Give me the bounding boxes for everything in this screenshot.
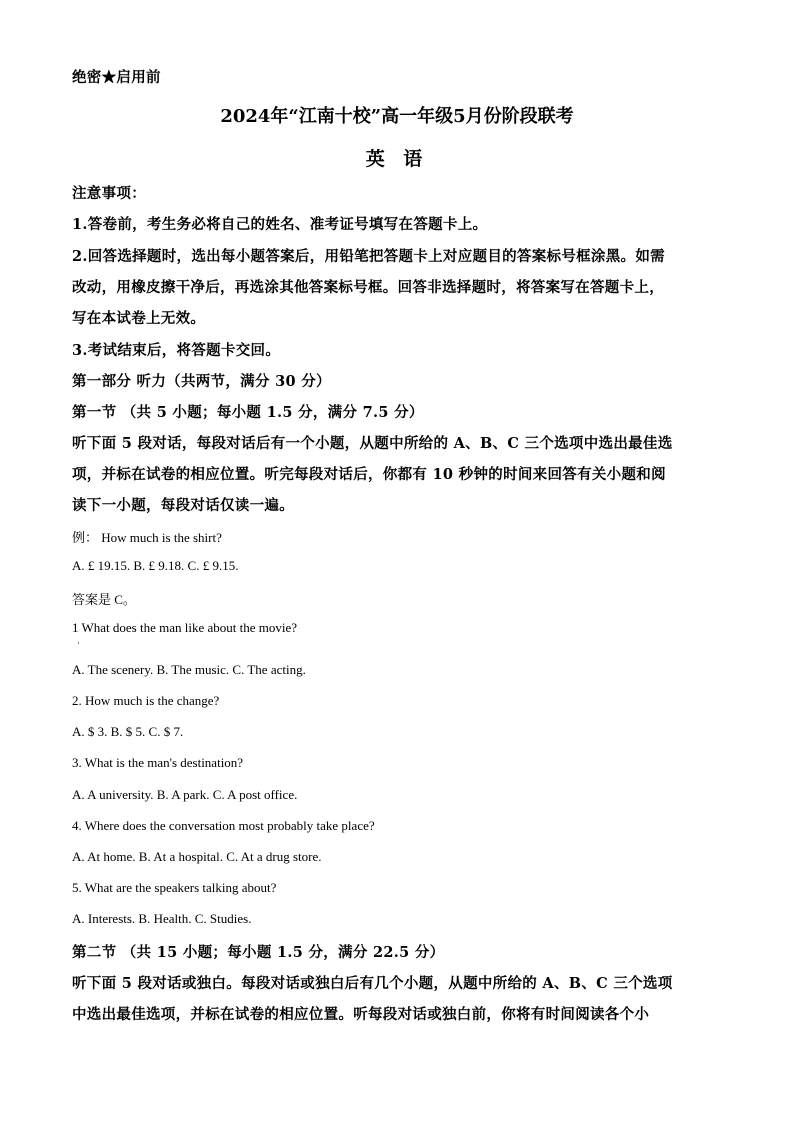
part-1-heading: 第一部分 听力（共两节，满分 30 分）	[72, 373, 331, 390]
section-1-heading: 第一节 （共 5 小题；每小题 1.5 分，满分 7.5 分）	[72, 404, 424, 421]
exam-title: 2024年“江南十校”高一年级5月份阶段联考	[220, 106, 574, 127]
section-2-instruction-line-1: 听下面 5 段对话或独白。每段对话或独白后有几个小题，从题中所给的 A、B、C 三个选项	[72, 975, 673, 992]
question-1-options: A. The scenery. B. The music. C. The acting.	[72, 662, 306, 677]
section-2-instruction-line-2: 中选出最佳选项，并标在试卷的相应位置。听每段对话或独白前，你将有时间阅读各个小	[72, 1006, 650, 1023]
note-item-1: 1.答卷前，考生务必将自己的姓名、准考证号填写在答题卡上。	[72, 216, 488, 233]
question-5: 5. What are the speakers talking about?	[72, 880, 277, 895]
section-1-instruction-line-3: 读下一小题，每段对话仅读一遍。	[72, 497, 294, 514]
section-1-instruction-line-2: 项，并标在试卷的相应位置。听完每段对话后，你都有 10 秒钟的时间来回答有关小题和阅	[72, 466, 666, 483]
question-1: 1 What does the man like about the movie?	[72, 620, 298, 635]
note-item-2-line-1: 2.回答选择题时，选出每小题答案后，用铅笔把答题卡上对应题目的答案标号框涂黑。如需	[72, 248, 665, 265]
confidential-label: 绝密★启用前	[72, 69, 161, 86]
subject-title: 英 语	[365, 148, 429, 170]
example-options: A. £ 19.15. B. £ 9.18. C. £ 9.15.	[72, 558, 239, 573]
question-2: 2. How much is the change?	[72, 693, 220, 708]
section-1-instruction-line-1: 听下面 5 段对话，每段对话后有一个小题，从题中所给的 A、B、C 三个选项中选出最佳选	[72, 435, 673, 452]
question-4: 4. Where does the conversation most probably take place?	[72, 818, 375, 833]
section-2-heading: 第二节 （共 15 小题；每小题 1.5 分，满分 22.5 分）	[72, 944, 445, 961]
question-1-mark: ·	[77, 638, 80, 648]
note-item-2-line-3: 写在本试卷上无效。	[72, 310, 206, 327]
note-item-2-line-2: 改动，用橡皮擦干净后，再选涂其他答案标号框。回答非选择题时，将答案写在答题卡上，	[72, 279, 664, 296]
example-answer: 答案是 C。	[72, 592, 136, 607]
question-4-options: A. At home. B. At a hospital. C. At a drug store.	[72, 849, 322, 864]
note-item-3: 3.考试结束后，将答题卡交回。	[72, 342, 281, 359]
question-5-options: A. Interests. B. Health. C. Studies.	[72, 911, 252, 926]
question-3-options: A. A university. B. A park. C. A post office.	[72, 787, 298, 802]
notes-heading: 注意事项：	[72, 185, 146, 202]
question-3: 3. What is the man's destination?	[72, 755, 244, 770]
question-2-options: A. $ 3. B. $ 5. C. $ 7.	[72, 724, 184, 739]
example-question: 例： How much is the shirt?	[72, 530, 222, 545]
